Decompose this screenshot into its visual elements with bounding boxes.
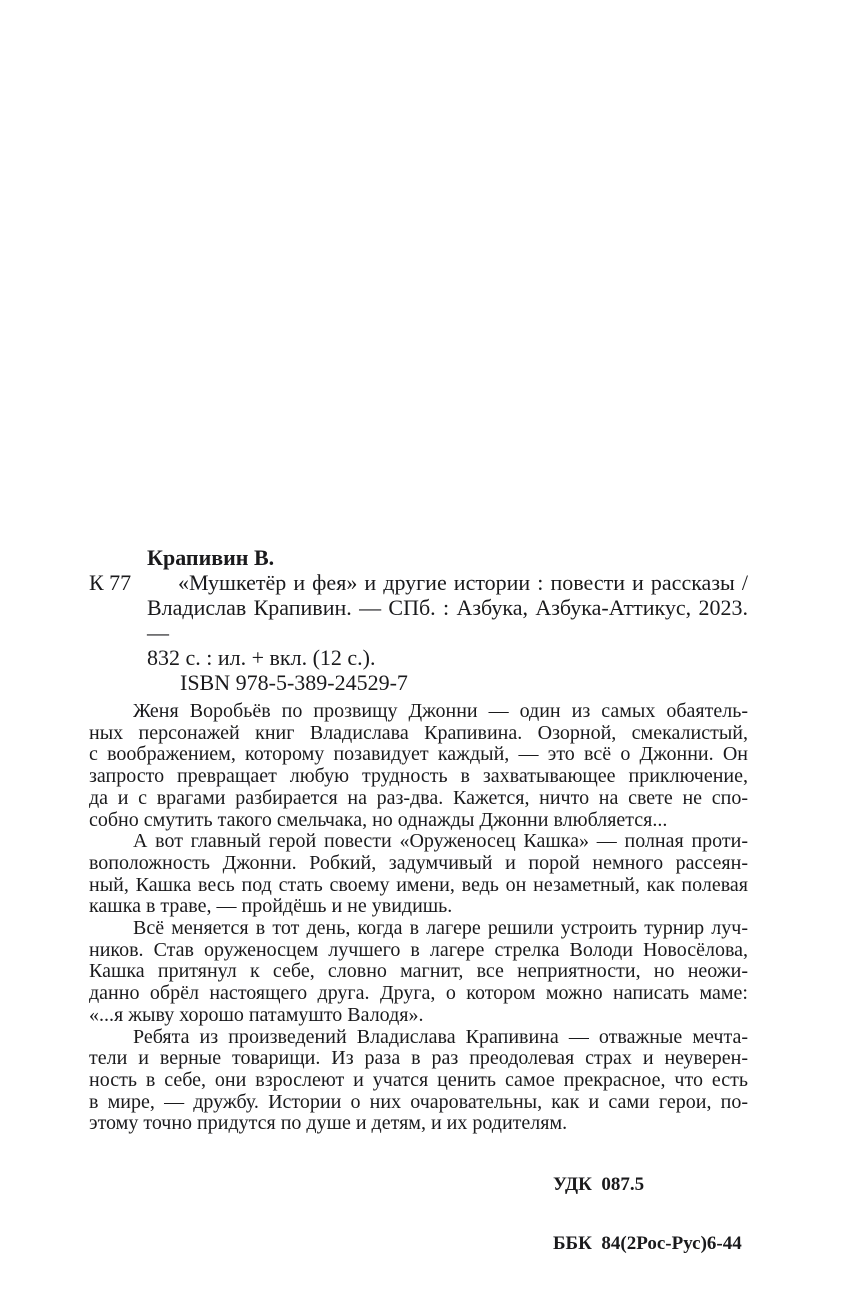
isbn-line: ISBN 978-5-389-24529-7 — [180, 670, 408, 695]
catalog-entry-line: Владислав Крапивин. — СПб. : Азбука, Азбука-Аттикус, 2023. — — [147, 595, 748, 645]
annotation-line: в мире, — дружбу. Истории о них очаровательны, как и сами герои, по- — [89, 1090, 748, 1113]
annotation-line: с воображением, которому позавидует каждый, — это всё о Джонни. Он — [89, 743, 748, 766]
annotation-line: кашка в траве, — пройдёшь и не увидишь. — [89, 895, 453, 918]
annotation-paragraph — [89, 1027, 748, 1136]
imprint-content — [89, 545, 748, 1292]
annotation-line: «...я жыву хорошо патамушто Валодя». — [89, 1003, 424, 1026]
annotation-line: да и с врагами разбирается на раз-два. Кажется, ничто на свете не спо- — [89, 786, 748, 809]
annotation-line: ность в себе, они взрослеют и учатся ценить самое прекрасное, что есть — [89, 1068, 748, 1091]
annotation-line: ный, Кашка весь под стать своему имени, ведь он незаметный, как полевая — [89, 873, 748, 896]
annotation-line: этому точно придутся по душе и детям, и их родителям. — [89, 1112, 568, 1135]
bbk-line: ББК 84(2Рос-Рус)6-44 — [553, 1232, 742, 1254]
annotation-line: воположность Джонни. Робкий, задумчивый и порой немного рассеян- — [89, 851, 748, 874]
annotation-line: собно смутить такого смельчака, но однажды Джонни влюбляется... — [89, 808, 668, 831]
annotation-line: ных персонажей книг Владислава Крапивина. Озорной, смекалистый, — [89, 721, 748, 744]
annotation-paragraph — [89, 831, 748, 918]
catalog-code: К 77 — [89, 570, 132, 595]
annotation-line: ников. Став оруженосцем лучшего в лагере стрелка Володи Новосёлова, — [89, 938, 748, 961]
annotation-paragraph — [89, 918, 748, 1027]
annotation-line: Кашка притянул к себе, словно магнит, все неприятности, но неожи- — [89, 960, 748, 983]
catalog-entry-lines — [147, 570, 748, 670]
annotation-line: Всё меняется в тот день, когда в лагере решили устроить турнир луч- — [133, 917, 748, 940]
annotation-line: Женя Воробьёв по прозвищу Джонни — один из самых обаятель- — [133, 700, 748, 722]
annotation-line: Ребята из произведений Владислава Крапивина — отважные мечта- — [133, 1025, 748, 1048]
annotation-line: А вот главный герой повести «Оруженосец Кашка» — полная проти- — [133, 830, 748, 853]
catalog-entry-line: 832 с. : ил. + вкл. (12 с.). — [147, 645, 376, 670]
udk-line: УДК 087.5 — [553, 1174, 645, 1196]
annotation-line: тели и верные товарищи. Из раза в раз преодолевая страх и неуверен- — [89, 1047, 748, 1070]
classification-block — [553, 1136, 748, 1292]
catalog-entry — [89, 570, 748, 670]
annotation-line: данно обрёл настоящего друга. Друга, о котором можно написать маме: — [89, 982, 748, 1005]
author-heading: Крапивин В. — [147, 545, 275, 570]
annotation-paragraph — [89, 701, 748, 831]
annotation-line: запросто превращает любую трудность в захватывающее приключение, — [89, 765, 748, 788]
annotation-text — [89, 701, 748, 1135]
catalog-entry-line: «Мушкетёр и фея» и другие истории : повести и рассказы / — [178, 570, 748, 595]
